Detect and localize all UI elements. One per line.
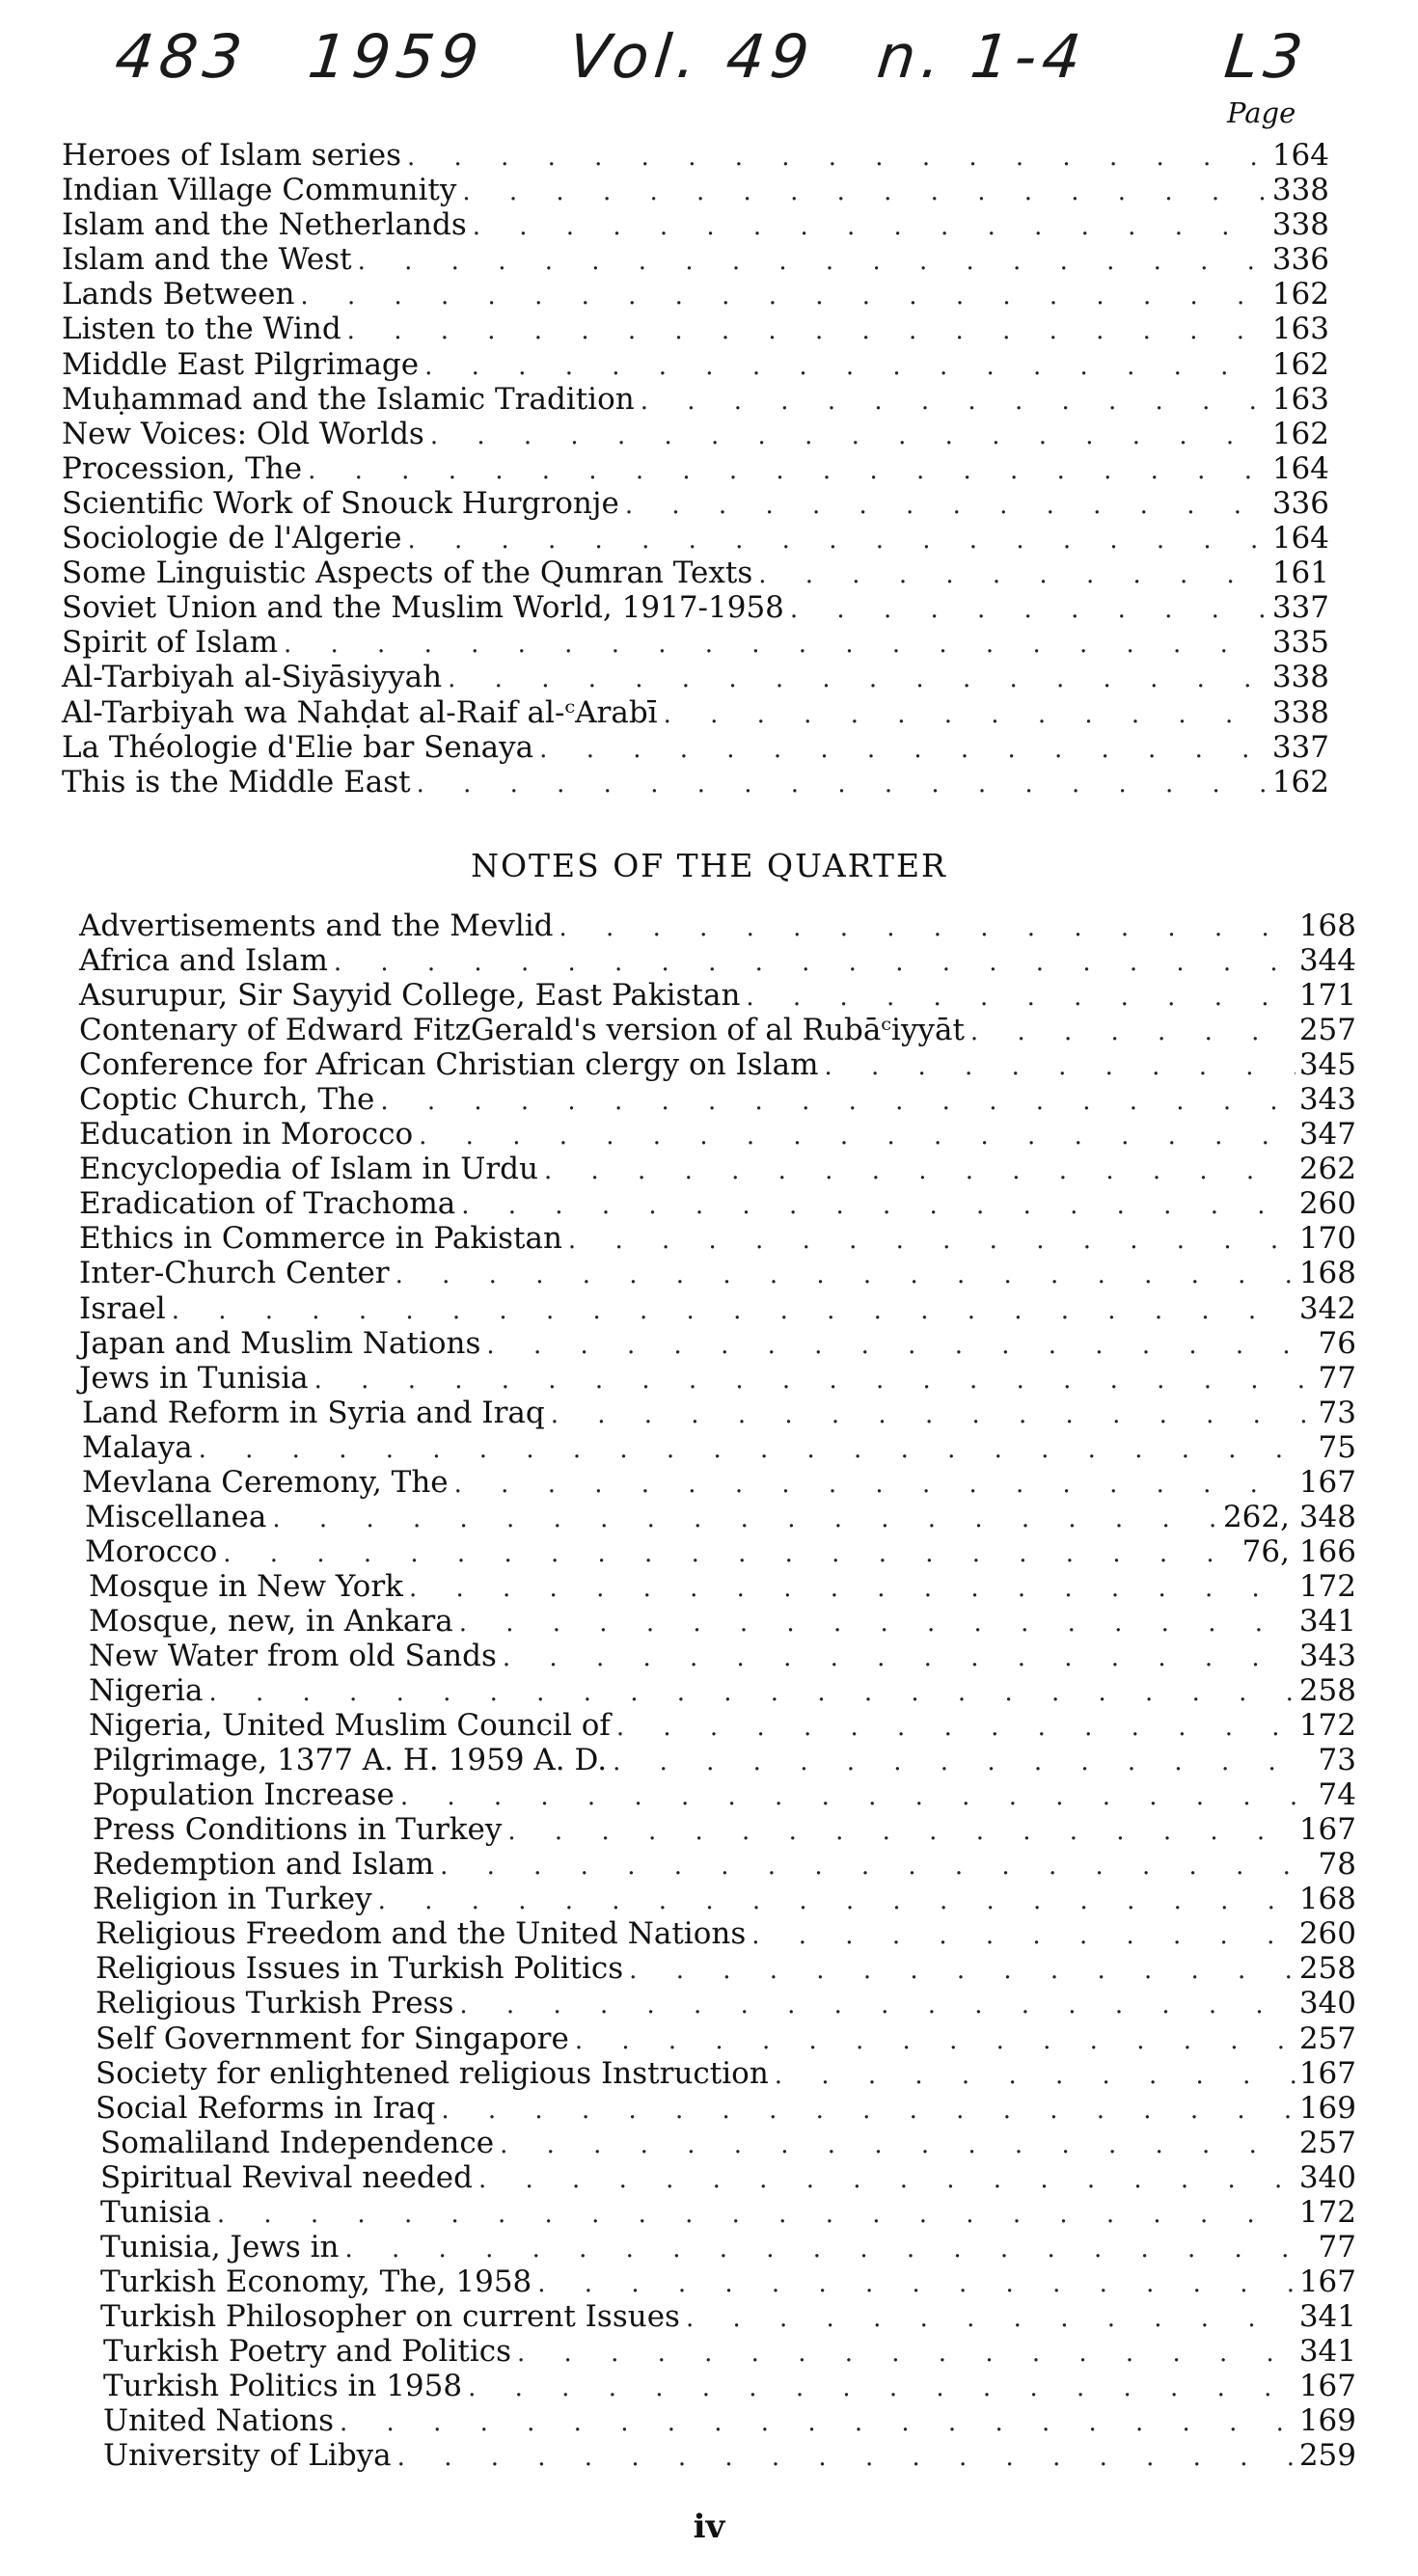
index-entry [0, 590, 1418, 625]
entry-page-number: 164 [1268, 138, 1329, 173]
entry-title: Self Government for Singapore [95, 2021, 575, 2056]
entry-title: Spirit of Islam [62, 625, 284, 660]
index-entry [0, 1673, 1418, 1708]
dot-leader [544, 1153, 1295, 1188]
dot-leader [358, 244, 1268, 279]
dot-leader [970, 1015, 1295, 1049]
index-entry [0, 660, 1418, 694]
dot-leader [500, 2128, 1295, 2162]
index-entry [0, 1847, 1418, 1882]
dot-leader [441, 2093, 1295, 2128]
entry-title: Al-Tarbiyah al-Siyāsiyyah [62, 660, 448, 694]
dot-leader [486, 1328, 1314, 1363]
index-entry [0, 1777, 1418, 1812]
index-entry [0, 2195, 1418, 2230]
entry-page-number: 338 [1268, 695, 1329, 730]
dot-leader [537, 2266, 1295, 2301]
dot-leader [400, 1779, 1315, 1814]
index-entry [0, 556, 1418, 590]
dot-leader [629, 1953, 1295, 1988]
entry-title: Pilgrimage, 1377 A. H. 1959 A. D. [93, 1743, 613, 1777]
entry-title: Conference for African Christian clergy on Islam [79, 1047, 824, 1082]
index-entry [0, 277, 1418, 312]
index-entry [0, 695, 1418, 730]
dot-leader [223, 1536, 1238, 1571]
index-entry [0, 1152, 1418, 1186]
entry-title: New Water from old Sands [89, 1639, 503, 1673]
entry-title: Israel [79, 1291, 172, 1326]
dot-leader [440, 1849, 1314, 1884]
entry-page-number: 335 [1268, 625, 1329, 660]
page-column-label: Page [1227, 96, 1296, 129]
dot-leader [478, 2162, 1295, 2197]
entry-title: Advertisements and the Mevlid [79, 908, 559, 943]
entry-title: Press Conditions in Turkey [93, 1812, 507, 1847]
index-entry [0, 2299, 1418, 2334]
dot-leader [409, 1571, 1295, 1606]
dot-leader [395, 1258, 1295, 1292]
index-entry [0, 2160, 1418, 2195]
entry-page-number: 258 [1295, 1951, 1356, 1986]
index-entry [0, 1361, 1418, 1396]
entry-page-number: 338 [1268, 660, 1329, 694]
entry-title: Population Increase [93, 1777, 400, 1812]
index-entry [0, 138, 1418, 173]
page-folio: iv [693, 2508, 725, 2546]
entry-title: Africa and Islam [79, 943, 334, 978]
index-entry [0, 1396, 1418, 1430]
entry-title: Listen to the Wind [62, 312, 347, 346]
handwritten-volume: Vol. 49 [565, 21, 819, 92]
entry-title: Jews in Tunisia [79, 1361, 314, 1396]
entry-title: This is the Middle East [62, 765, 417, 800]
dot-leader [746, 980, 1295, 1015]
dot-leader [568, 1223, 1295, 1258]
entry-page-number: 340 [1295, 1986, 1356, 2020]
entry-title: Contenary of Edward FitzGerald's version of al Rubāᶜiyyāt [79, 1013, 970, 1047]
entry-title: Some Linguistic Aspects of the Qumran Texts [62, 556, 758, 590]
entry-page-number: 162 [1268, 277, 1329, 312]
entry-page-number: 77 [1315, 2230, 1356, 2264]
entry-page-number: 257 [1295, 2021, 1356, 2056]
index-entry [0, 521, 1418, 556]
entry-page-number: 168 [1295, 908, 1356, 943]
entry-page-number: 75 [1315, 1430, 1356, 1465]
entry-title: Land Reform in Syria and Iraq [82, 1396, 551, 1430]
entry-page-number: 340 [1295, 2160, 1356, 2195]
entry-title: New Voices: Old Worlds [62, 417, 430, 451]
dot-leader [664, 697, 1268, 732]
index-entry [0, 2369, 1418, 2403]
entry-title: Malaya [82, 1430, 199, 1465]
handwritten-call-number: 483 [112, 21, 252, 92]
entry-title: Islam and the West [62, 242, 358, 277]
handwritten-issues: n. 1-4 [874, 21, 1090, 92]
index-entry [0, 1256, 1418, 1290]
index-entry [0, 312, 1418, 346]
entry-title: Turkish Politics in 1958 [103, 2369, 468, 2403]
entry-title: Nigeria [89, 1673, 208, 1708]
index-entry [0, 1221, 1418, 1256]
entry-title: La Théologie d'Elie bar Senaya [62, 730, 539, 765]
index-entry [0, 978, 1418, 1013]
notes-index-list [0, 908, 1418, 2473]
index-entry [0, 1951, 1418, 1986]
reviews-index-list [0, 138, 1418, 800]
index-entry [0, 207, 1418, 242]
entry-title: United Nations [103, 2403, 340, 2438]
index-entry [0, 451, 1418, 486]
entry-page-number: 167 [1295, 2056, 1356, 2091]
index-entry [0, 1986, 1418, 2020]
index-entry [0, 1047, 1418, 1082]
index-entry [0, 2334, 1418, 2369]
dot-leader [517, 2336, 1295, 2371]
entry-title: Islam and the Netherlands [62, 207, 473, 242]
index-entry [0, 908, 1418, 943]
entry-title: Muḥammad and the Islamic Tradition [62, 382, 641, 417]
entry-page-number: 341 [1295, 2299, 1356, 2334]
entry-title: Mosque, new, in Ankara [89, 1604, 459, 1639]
entry-page-number: 260 [1295, 1916, 1356, 1951]
entry-title: Heroes of Islam series [62, 138, 407, 173]
dot-leader [503, 1641, 1295, 1675]
index-entry [0, 1082, 1418, 1117]
entry-page-number: 169 [1295, 2403, 1356, 2438]
dot-leader [217, 2197, 1295, 2232]
entry-page-number: 341 [1295, 2334, 1356, 2369]
index-entry [0, 1916, 1418, 1951]
entry-page-number: 77 [1315, 1361, 1356, 1396]
index-entry [0, 1604, 1418, 1639]
dot-leader [430, 419, 1268, 453]
entry-page-number: 343 [1295, 1639, 1356, 1673]
entry-page-number: 73 [1315, 1396, 1356, 1430]
entry-page-number: 163 [1268, 312, 1329, 346]
handwritten-shelf-mark: L3 [1221, 21, 1312, 92]
dot-leader [424, 349, 1268, 384]
dot-leader [419, 1119, 1295, 1153]
entry-title: Inter-Church Center [79, 1256, 395, 1290]
dot-leader [790, 592, 1268, 627]
entry-page-number: 337 [1268, 590, 1329, 625]
entry-page-number: 168 [1295, 1882, 1356, 1916]
index-entry [0, 1117, 1418, 1152]
entry-title: Sociologie de l'Algerie [62, 521, 407, 556]
dot-leader [314, 1363, 1315, 1397]
dot-leader [347, 313, 1268, 348]
index-entry [0, 1430, 1418, 1465]
index-entry [0, 1639, 1418, 1673]
dot-leader [751, 1918, 1295, 1953]
entry-page-number: 74 [1315, 1777, 1356, 1812]
entry-title: Indian Village Community [62, 173, 462, 207]
entry-page-number: 343 [1295, 1082, 1356, 1117]
dot-leader [172, 1293, 1295, 1328]
dot-leader [459, 1988, 1295, 2022]
entry-page-number: 259 [1295, 2438, 1356, 2473]
dot-leader [272, 1502, 1219, 1536]
dot-leader [417, 767, 1268, 801]
index-entry [0, 943, 1418, 978]
entry-title: Soviet Union and the Muslim World, 1917-1958 [62, 590, 790, 625]
entry-page-number: 257 [1295, 2126, 1356, 2160]
index-entry [0, 2264, 1418, 2299]
entry-title: Education in Morocco [79, 1117, 419, 1152]
entry-title: Turkish Poetry and Politics [103, 2334, 517, 2369]
entry-title: Religion in Turkey [93, 1882, 378, 1916]
entry-title: Somaliland Independence [100, 2126, 500, 2160]
entry-page-number: 345 [1295, 1047, 1356, 1082]
entry-title: Spiritual Revival needed [100, 2160, 478, 2195]
entry-title: Procession, The [62, 451, 308, 486]
dot-leader [468, 2371, 1295, 2405]
entry-title: University of Libya [103, 2438, 397, 2473]
index-entry [0, 1500, 1418, 1534]
index-entry [0, 1812, 1418, 1847]
entry-page-number: 162 [1268, 417, 1329, 451]
dot-leader [507, 1814, 1295, 1849]
dot-leader [308, 453, 1268, 488]
entry-page-number: 164 [1268, 521, 1329, 556]
dot-leader [334, 945, 1295, 980]
dot-leader [345, 2232, 1315, 2266]
entry-page-number: 163 [1268, 382, 1329, 417]
index-entry [0, 2091, 1418, 2126]
dot-leader [686, 2301, 1295, 2336]
index-entry [0, 347, 1418, 382]
entry-page-number: 338 [1268, 173, 1329, 207]
index-entry [0, 2230, 1418, 2264]
index-entry [0, 1186, 1418, 1221]
index-entry [0, 1013, 1418, 1047]
entry-title: Social Reforms in Iraq [95, 2091, 441, 2126]
index-entry [0, 1291, 1418, 1326]
entry-page-number: 78 [1315, 1847, 1356, 1882]
entry-title: Coptic Church, The [79, 1082, 380, 1117]
index-entry [0, 1708, 1418, 1743]
index-entry [0, 242, 1418, 277]
index-entry [0, 2021, 1418, 2056]
entry-title: Scientific Work of Snouck Hurgronje [62, 486, 625, 521]
index-entry [0, 1326, 1418, 1361]
dot-leader [459, 1606, 1295, 1641]
dot-leader [462, 175, 1268, 209]
dot-leader [340, 2405, 1295, 2440]
entry-page-number: 167 [1295, 2369, 1356, 2403]
index-entry [0, 486, 1418, 521]
dot-leader [616, 1710, 1295, 1745]
entry-title: Lands Between [62, 277, 300, 312]
dot-leader [824, 1049, 1295, 1084]
entry-page-number: 257 [1295, 1013, 1356, 1047]
entry-page-number: 170 [1295, 1221, 1356, 1256]
index-entry [0, 765, 1418, 800]
index-entry [0, 2438, 1418, 2473]
dot-leader [758, 557, 1268, 592]
dot-leader [625, 488, 1268, 523]
entry-page-number: 336 [1268, 242, 1329, 277]
index-entry [0, 2403, 1418, 2438]
index-entry [0, 730, 1418, 765]
entry-title: Asurupur, Sir Sayyid College, East Pakistan [79, 978, 746, 1013]
dot-leader [473, 209, 1268, 244]
index-entry [0, 2056, 1418, 2091]
dot-leader [300, 279, 1268, 313]
dot-leader [559, 910, 1295, 945]
index-entry [0, 417, 1418, 451]
dot-leader [397, 2440, 1295, 2475]
entry-title: Miscellanea [85, 1500, 272, 1534]
entry-page-number: 167 [1295, 1465, 1356, 1500]
notes-section-heading: NOTES OF THE QUARTER [471, 847, 947, 884]
entry-title: Mevlana Ceremony, The [82, 1465, 454, 1500]
index-entry [0, 382, 1418, 417]
entry-title: Turkish Economy, The, 1958 [100, 2264, 537, 2299]
entry-page-number: 338 [1268, 207, 1329, 242]
entry-page-number: 262, 348 [1219, 1500, 1356, 1534]
dot-leader [407, 140, 1268, 175]
index-entry [0, 1743, 1418, 1777]
entry-page-number: 161 [1268, 556, 1329, 590]
entry-page-number: 162 [1268, 347, 1329, 382]
entry-page-number: 167 [1295, 1812, 1356, 1847]
entry-title: Encyclopedia of Islam in Urdu [79, 1152, 544, 1186]
index-entry [0, 1465, 1418, 1500]
entry-title: Turkish Philosopher on current Issues [100, 2299, 686, 2334]
dot-leader [641, 384, 1268, 419]
entry-title: Mosque in New York [89, 1569, 409, 1604]
dot-leader [284, 627, 1268, 662]
entry-title: Tunisia [100, 2195, 217, 2230]
entry-page-number: 347 [1295, 1117, 1356, 1152]
index-entry [0, 2126, 1418, 2160]
entry-title: Redemption and Islam [93, 1847, 440, 1882]
entry-page-number: 342 [1295, 1291, 1356, 1326]
handwritten-year: 1959 [305, 21, 488, 92]
entry-page-number: 344 [1295, 943, 1356, 978]
entry-title: Middle East Pilgrimage [62, 347, 424, 382]
entry-title: Nigeria, United Muslim Council of [89, 1708, 616, 1743]
index-entry [0, 625, 1418, 660]
entry-page-number: 76, 166 [1239, 1534, 1356, 1569]
entry-title: Japan and Muslim Nations [79, 1326, 486, 1361]
entry-page-number: 169 [1295, 2091, 1356, 2126]
dot-leader [461, 1188, 1295, 1223]
entry-page-number: 172 [1295, 1569, 1356, 1604]
entry-page-number: 341 [1295, 1604, 1356, 1639]
dot-leader [454, 1467, 1295, 1502]
entry-title: Al-Tarbiyah wa Nahḍat al-Raif al-ᶜArabī [62, 695, 664, 730]
entry-title: Eradication of Trachoma [79, 1186, 461, 1221]
entry-title: Ethics in Commerce in Pakistan [79, 1221, 568, 1256]
index-entry [0, 1569, 1418, 1604]
entry-page-number: 262 [1295, 1152, 1356, 1186]
dot-leader [407, 523, 1268, 557]
dot-leader [575, 2023, 1295, 2058]
index-entry [0, 1882, 1418, 1916]
dot-leader [551, 1397, 1315, 1432]
dot-leader [539, 732, 1268, 767]
entry-page-number: 336 [1268, 486, 1329, 521]
entry-title: Tunisia, Jews in [100, 2230, 345, 2264]
entry-page-number: 168 [1295, 1256, 1356, 1290]
dot-leader [448, 662, 1268, 696]
entry-page-number: 171 [1295, 978, 1356, 1013]
dot-leader [199, 1432, 1315, 1467]
handwritten-catalog-note [108, 21, 1354, 127]
entry-page-number: 73 [1315, 1743, 1356, 1777]
entry-page-number: 172 [1295, 2195, 1356, 2230]
dot-leader [613, 1745, 1314, 1779]
entry-page-number: 162 [1268, 765, 1329, 800]
dot-leader [208, 1675, 1295, 1710]
entry-title: Religious Turkish Press [95, 1986, 459, 2020]
index-entry [0, 1534, 1418, 1569]
entry-page-number: 164 [1268, 451, 1329, 486]
entry-title: Religious Freedom and the United Nations [95, 1916, 751, 1951]
dot-leader [378, 1884, 1295, 1918]
dot-leader [380, 1084, 1295, 1119]
entry-page-number: 76 [1315, 1326, 1356, 1361]
entry-title: Morocco [85, 1534, 223, 1569]
entry-title: Society for enlightened religious Instruction [95, 2056, 775, 2091]
entry-page-number: 258 [1295, 1673, 1356, 1708]
entry-page-number: 172 [1295, 1708, 1356, 1743]
entry-page-number: 337 [1268, 730, 1329, 765]
index-entry [0, 173, 1418, 207]
entry-page-number: 167 [1295, 2264, 1356, 2299]
dot-leader [775, 2058, 1295, 2093]
entry-page-number: 260 [1295, 1186, 1356, 1221]
entry-title: Religious Issues in Turkish Politics [95, 1951, 629, 1986]
